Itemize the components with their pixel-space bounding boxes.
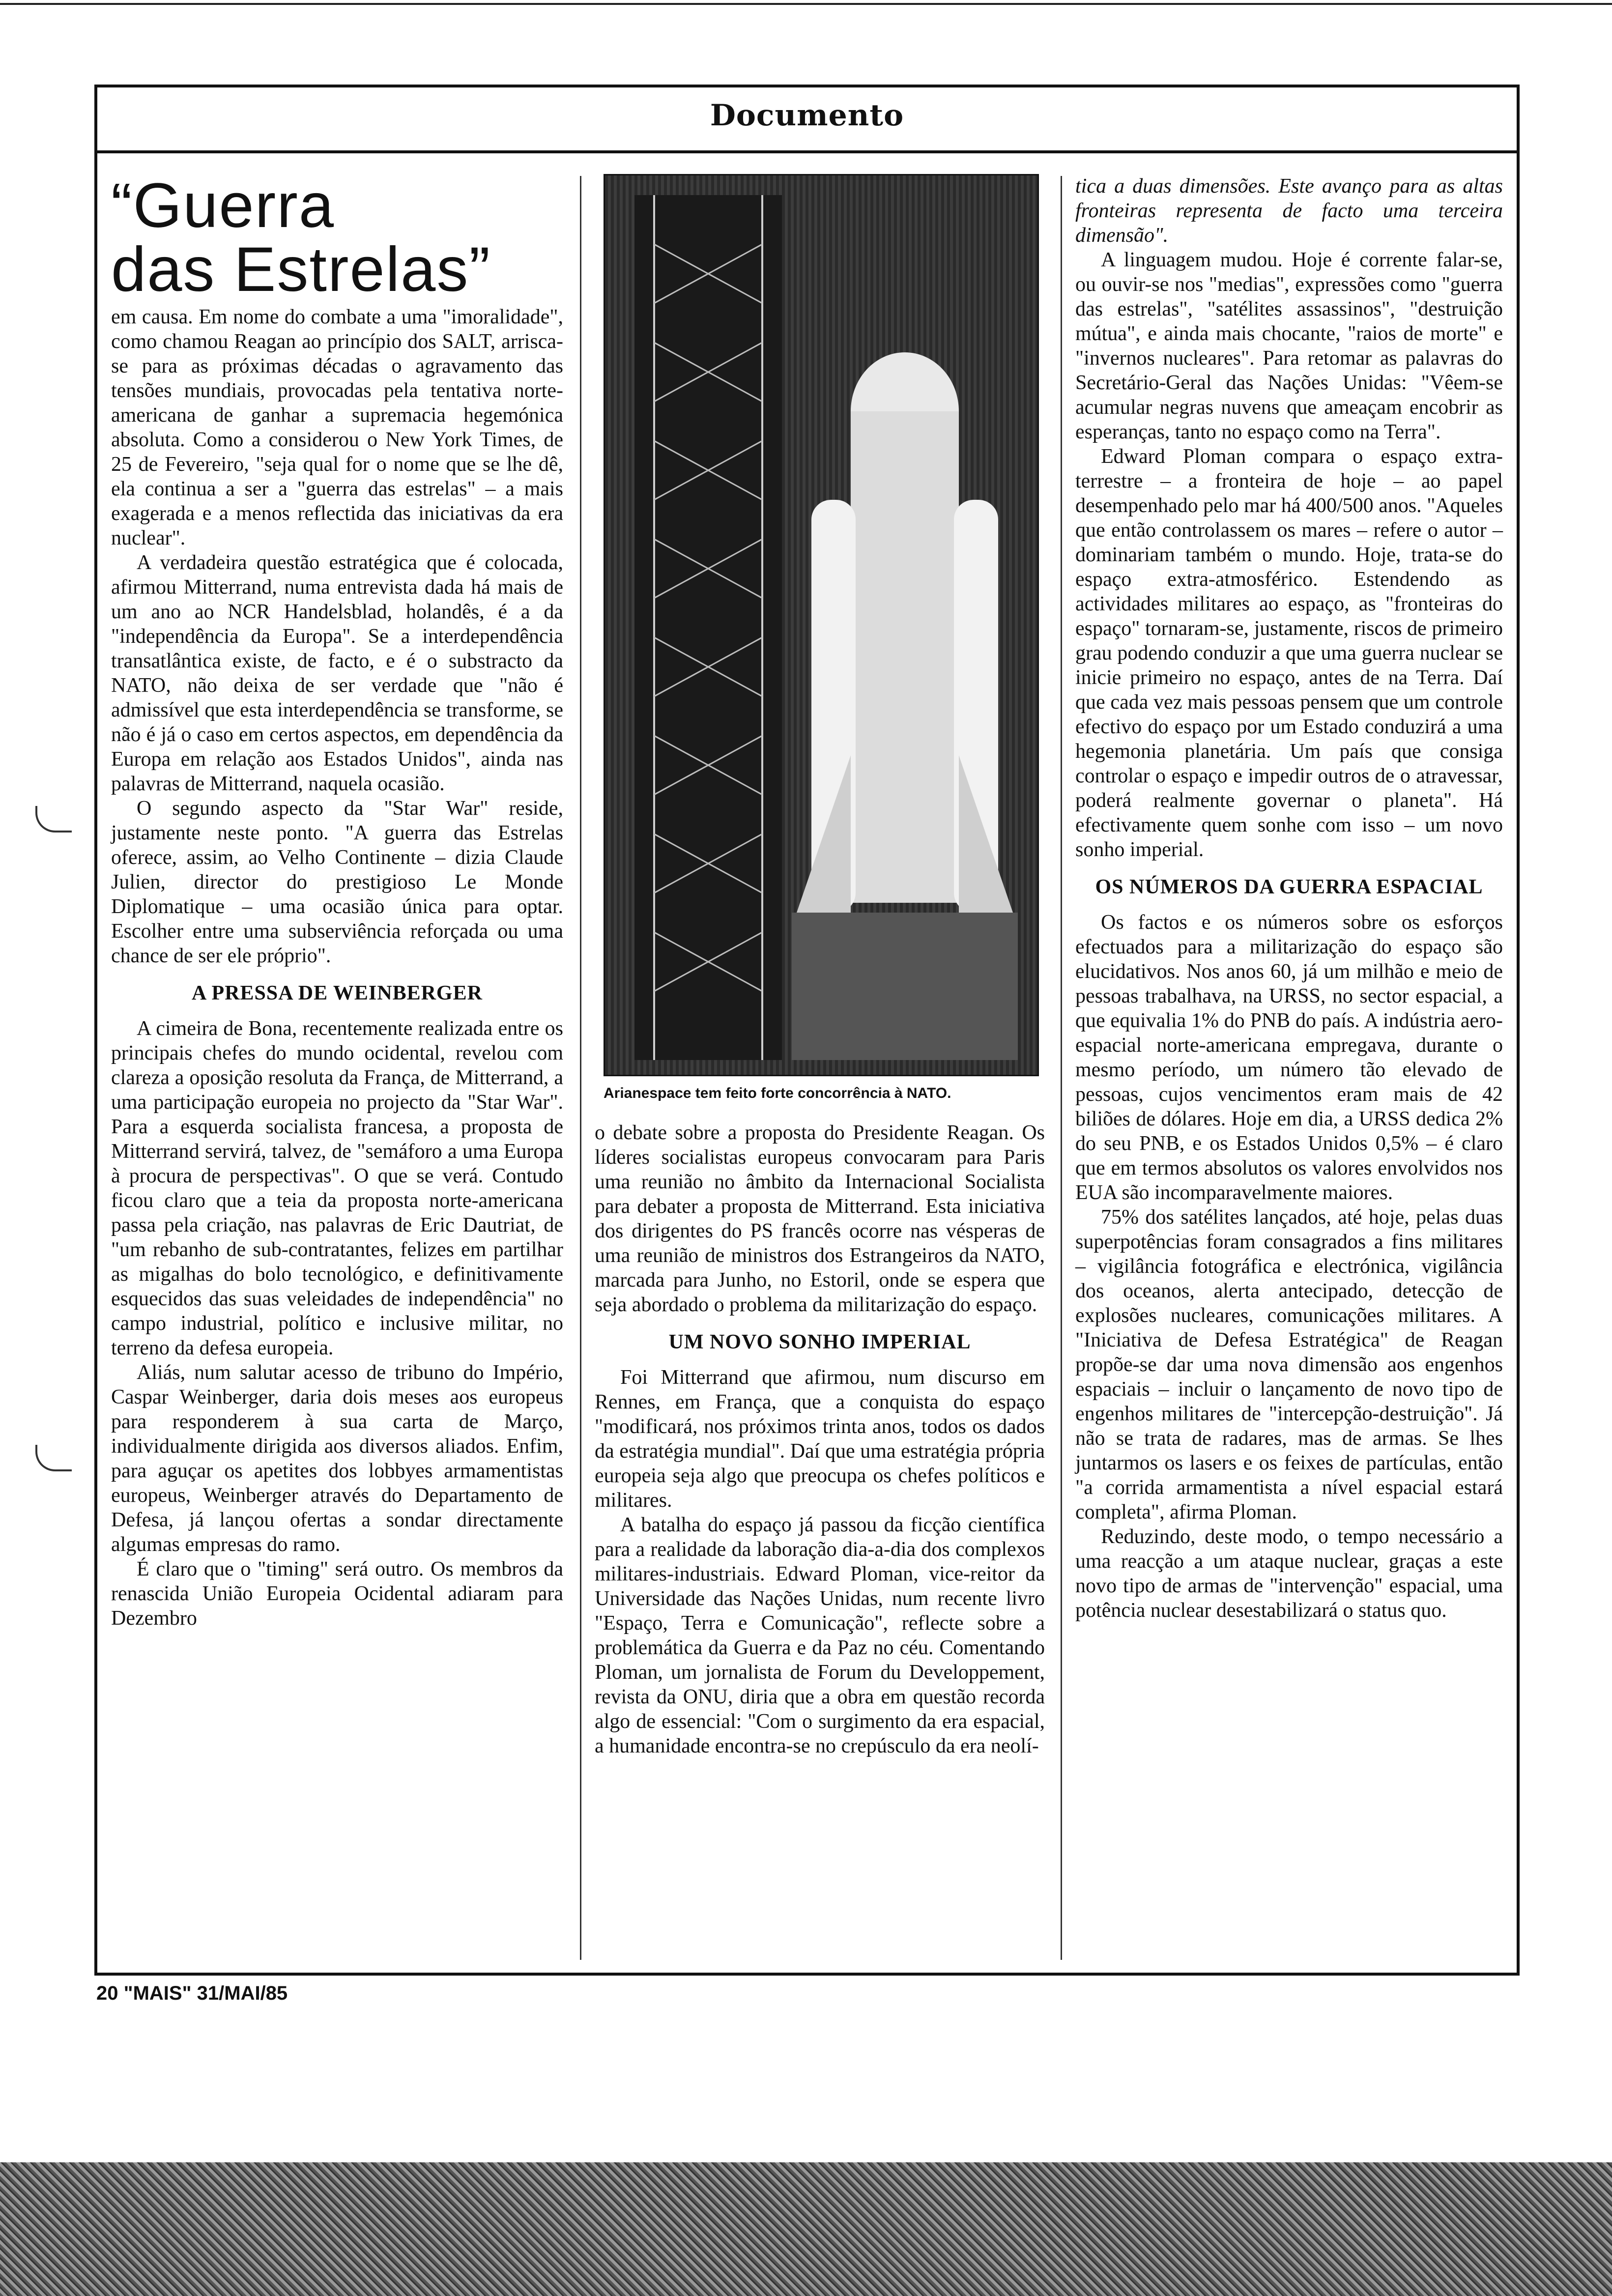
column-rule [1061, 176, 1062, 1960]
paragraph: tica a duas dimensões. Este avanço para as altas fronteiras representa de facto uma terceira dimensão". [1075, 175, 1503, 247]
paragraph: Aliás, num salutar acesso de tribuno do Império, Caspar Weinberger, daria dois meses aos europeus para responderem à sua carta de Março, individualmente dirigida aos diversos aliados. Enfim, para aguçar os apetites dos lobbyes armamentistas europeus, Weinberger através do Departamento de Defesa, já lançou ofertas a sondar directamente algumas empresas do ramo. [111, 1361, 563, 1556]
shuttle-graphic [792, 352, 1018, 1060]
paragraph: em causa. Em nome do combate a uma "imoralidade", como chamou Reagan ao princípio dos SALT, arrisca-se para as próximas décadas o agravamento das tensões mundiais, provocadas pela tentativa norte-americana de ganhar a supremacia hegemónica absoluta. Como a considerou o New York Times, de 25 de Fevereiro, "seja qual for o nome que se lhe dê, ela continua a ser a "guerra das estrelas" – a mais exagerada e a menos reflectida das iniciativas da era nuclear". [111, 306, 563, 549]
paragraph: A cimeira de Bona, recentemente realizada entre os principais chefes do mundo ocidental, revelou com clareza a oposição resoluta da França, de Mitterrand, a uma participação europeia no projecto da "Star War". Para a esquerda socialista francesa, a proposta de Mitterrand servirá, talvez, de "semáforo a uma Europa à procura de perspectivas". O que se verá. Contudo ficou claro que a teia da proposta norte-americana passa pela criação, nas palavras de Eric Dautriat, de "um rebanho de sub-contratantes, felizes em partilhar as migalhas do bolo tecnológico, e definitivamente esquecidos das suas veleidades de independência" no campo industrial, político e inclusive militar, no terreno da defesa europeia. [111, 1017, 563, 1359]
paragraph: Os factos e os números sobre os esforços efectuados para a militarização do espaço são elucidativos. Nos anos 60, já um milhão e meio de pessoas trabalhava, na URSS, no sector espacial, a que equivalia 1% do PNB do país. A indústria aero-espacial norte-americana empregava, durante o mesmo período, um número tão elevado de pessoas, cujos vencimentos eram mais de 42 biliões de dólares. Hoje em dia, a URSS dedica 2% do seu PNB, e os Estados Unidos 0,5% – é claro que em termos absolutos os valores envolvidos nos EUA são incomparavelmente maiores. [1075, 911, 1503, 1204]
paragraph: O segundo aspecto da "Star War" reside, justamente neste ponto. "A guerra das Estrelas oferece, assim, ao Velho Continente – dizia Claude Julien, director do prestigioso Le Monde Diplomatique – uma ocasião única para optar. Escolher entre uma subserviência reforçada ou uma chance de ser ele próprio". [111, 797, 563, 967]
column-rule [580, 176, 581, 1960]
subheading: A PRESSA DE WEINBERGER [192, 982, 483, 1004]
paragraph: A verdadeira questão estratégica que é colocada, afirmou Mitterrand, numa entrevista dada há mais de um ano ao NCR Handelsblad, holandês, é a da "independência da Europa". Se a interdependência transatlântica existe, de facto, e é o substracto da NATO, não deixa de ser verdade que "não é admissível que esta interdependência se transforme, se não é já o caso em certos aspectos, em dependência da Europa em relação aos Estados Unidos", ainda nas palavras de Mitterrand, naquela ocasião. [111, 551, 563, 795]
paragraph: A linguagem mudou. Hoje é corrente falar-se, ou ouvir-se nos "medias", expressões como "guerra das estrelas", "satélites assassinos", "destruição mútua", e ainda mais chocante, "raios de morte" e "invernos nucleares". Para retomar as palavras do Secretário-Geral das Nações Unidas: "Vêem-se acumular negras nuvens que ameaçam encobrir as esperanças, tanto no espaço como na Terra". [1075, 249, 1503, 443]
paragraph: o debate sobre a proposta do Presidente Reagan. Os líderes socialistas europeus convocaram para Paris uma reunião no âmbito da Internacional Socialista para debater a proposta de Mitterrand. Esta iniciativa dos dirigentes do PS francês ocorre nas vésperas de uma reunião de ministros dos Estrangeiros da NATO, marcada para Junho, no Estoril, onde se espera que seja abordado o problema da militarização do espaço. [595, 1121, 1045, 1316]
column-1 [111, 171, 563, 1631]
top-rule [0, 3, 1612, 5]
binding-mark [35, 806, 72, 832]
paragraph: Foi Mitterrand que afirmou, num discurso em Rennes, em França, que a conquista do espaço "modificará, nos próximos trinta anos, todos os dados da estratégia mundial". Daí que uma estratégia própria europeia seja algo que preocupa os chefes políticos e militares. [595, 1366, 1045, 1512]
subheading: OS NÚMEROS DA GUERRA ESPACIAL [1095, 876, 1483, 898]
paragraph: É claro que o "timing" será outro. Os membros da renascida União Europeia Ocidental adiaram para Dezembro [111, 1558, 563, 1630]
column-3 [1075, 174, 1503, 1623]
column-2 [595, 174, 1045, 1758]
page-footer: 20 "MAIS" 31/MAI/85 [96, 1982, 288, 2004]
paragraph: Reduzindo, deste modo, o tempo necessário a uma reacção a um ataque nuclear, graças a este novo tipo de armas de "intervenção" espacial, uma potência nuclear desestabilizará o status quo. [1075, 1525, 1503, 1622]
paragraph: 75% dos satélites lançados, até hoje, pelas duas superpotências foram consagrados a fins militares – vigilância fotográfica e electrónica, vigilância dos oceanos, alerta antecipado, detecção de explosões nucleares, comunicações militares. A "Iniciativa de Defesa Estratégica" de Reagan propõe-se dar uma nova dimensão aos engenhos espaciais – incluir o lançamento de novo tipo de engenhos militares de "intercepção-destruição". Já não se trata de radares, mas de armas. Se lhes juntarmos os lasers e os feixes de partículas, então "a corrida armamentista a nível espacial estará completa", afirma Ploman. [1075, 1206, 1503, 1523]
section-band [97, 87, 1517, 153]
launch-tower-graphic [634, 195, 782, 1060]
article-frame [94, 85, 1520, 1976]
photo-caption: Arianespace tem feito forte concorrência à NATO. [604, 1085, 951, 1101]
subheading: UM NOVO SONHO IMPERIAL [668, 1331, 971, 1353]
section-label: Documento [710, 98, 904, 133]
paragraph: Edward Ploman compara o espaço extra-terrestre – a fronteira de hoje – ao papel desempenhado pelo mar há 400/500 anos. "Aqueles que então controlassem os mares – refere o autor – dominariam também o mundo. Hoje, trata-se do espaço extra-atmosférico. Estendendo as actividades militares ao espaço, as "fronteiras do espaço" tornaram-se, justamente, riscos de primeiro grau podendo conduzir a que uma guerra nuclear se inicie primeiro no espaço, antes de na Terra. Daí que cada vez mais pessoas pensem que um controle efectivo do espaço por um Estado conduzirá a uma hegemonia planetária. Um país que consiga controlar o espaço e impedir outros de o atravessar, poderá realmente governar o planeta". Há efectivamente quem sonhe com isso – um novo sonho imperial. [1075, 445, 1503, 861]
scan-edge-noise [0, 2162, 1612, 2296]
article-title: “Guerra das Estrelas” [111, 171, 491, 305]
paragraph: A batalha do espaço já passou da ficção científica para a realidade da laboração dia-a-dia dos complexos militares-industriais. Edward Ploman, vice-reitor da Universidade das Nações Unidas, num recente livro "Espaço, Terra e Comunicação", reflecte sobre a problemática da Guerra e da Paz no céu. Comentando Ploman, um jornalista de Forum du Developpement, revista da ONU, diria que a obra em questão recorda algo de essencial: "Com o surgimento da era espacial, a humanidade encontra-se no crepúsculo da era neolí- [595, 1514, 1045, 1757]
binding-mark [35, 1445, 72, 1471]
shuttle-photo [604, 174, 1039, 1076]
